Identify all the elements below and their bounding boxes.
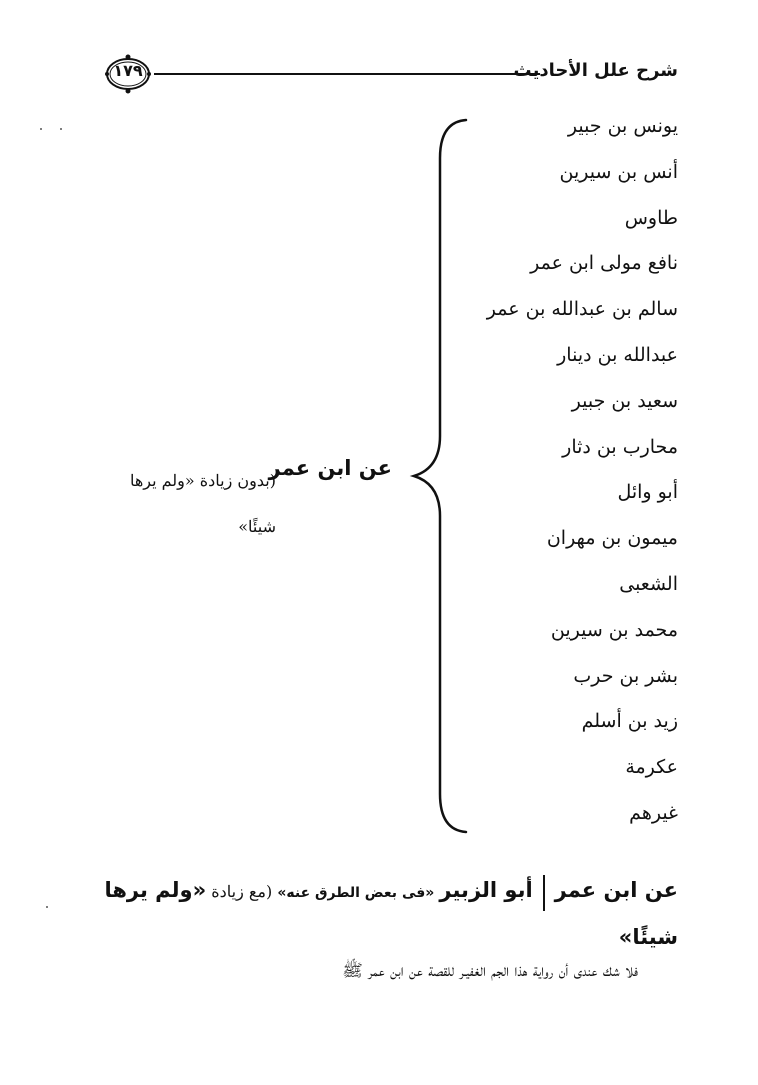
scan-speck <box>46 906 48 908</box>
chain-separator <box>543 875 545 911</box>
conclusion-text: فلا شك عندى أن رواية هذا الجم الغفيـر للقصة عن ابن عمر ﷺ <box>342 961 638 981</box>
narrator-item: زيد بن أسلم <box>581 710 678 733</box>
page-number-badge <box>104 52 152 96</box>
chain-narrator: عن ابن عمر <box>554 878 678 902</box>
chain-addition-prefix: (مع زيادة <box>211 882 273 901</box>
narrator-item: بشر بن حرب <box>573 664 678 687</box>
narrator-item: نافع مولى ابن عمر <box>530 252 678 275</box>
narrator-list <box>487 110 678 843</box>
header-rule <box>154 73 540 75</box>
center-note: (بدون زيادة «ولم يرها شيئًا» <box>129 471 276 536</box>
chain-addition-quote: «ولم يرها شيئًا» <box>104 878 678 949</box>
narrator-item: محارب بن دثار <box>562 435 678 458</box>
narrator-item: عكرمة <box>625 756 678 779</box>
chain-student: أبو الزبير <box>439 878 533 902</box>
chain-route-note: «فى بعض الطرق عنه» <box>277 885 435 901</box>
narrator-item: محمد بن سيرين <box>550 618 678 641</box>
narrator-item: سالم بن عبدالله بن عمر <box>486 298 678 321</box>
bottom-isnad-chain <box>98 868 678 961</box>
page-number: ١٧٩ <box>113 61 143 80</box>
narrator-item: الشعبى <box>619 572 678 595</box>
narrator-item: سعيد بن جبير <box>571 389 678 412</box>
narrator-item: طاوس <box>624 206 678 229</box>
narrator-item: أنس بن سيرين <box>559 160 678 183</box>
center-isnad-label: عن ابن عمر <box>268 456 392 480</box>
running-header-title: شرح علل الأحاديث <box>513 60 678 81</box>
scan-speck <box>60 128 62 130</box>
narrator-item: أبو وائل <box>617 481 678 504</box>
scan-speck <box>40 128 42 130</box>
narrator-item: عبدالله بن دينار <box>557 343 678 366</box>
curly-brace-icon <box>408 118 472 834</box>
narrator-item: غيرهم <box>629 801 678 824</box>
narrator-item: يونس بن جبير <box>567 115 678 137</box>
narrator-item: ميمون بن مهران <box>546 527 678 550</box>
